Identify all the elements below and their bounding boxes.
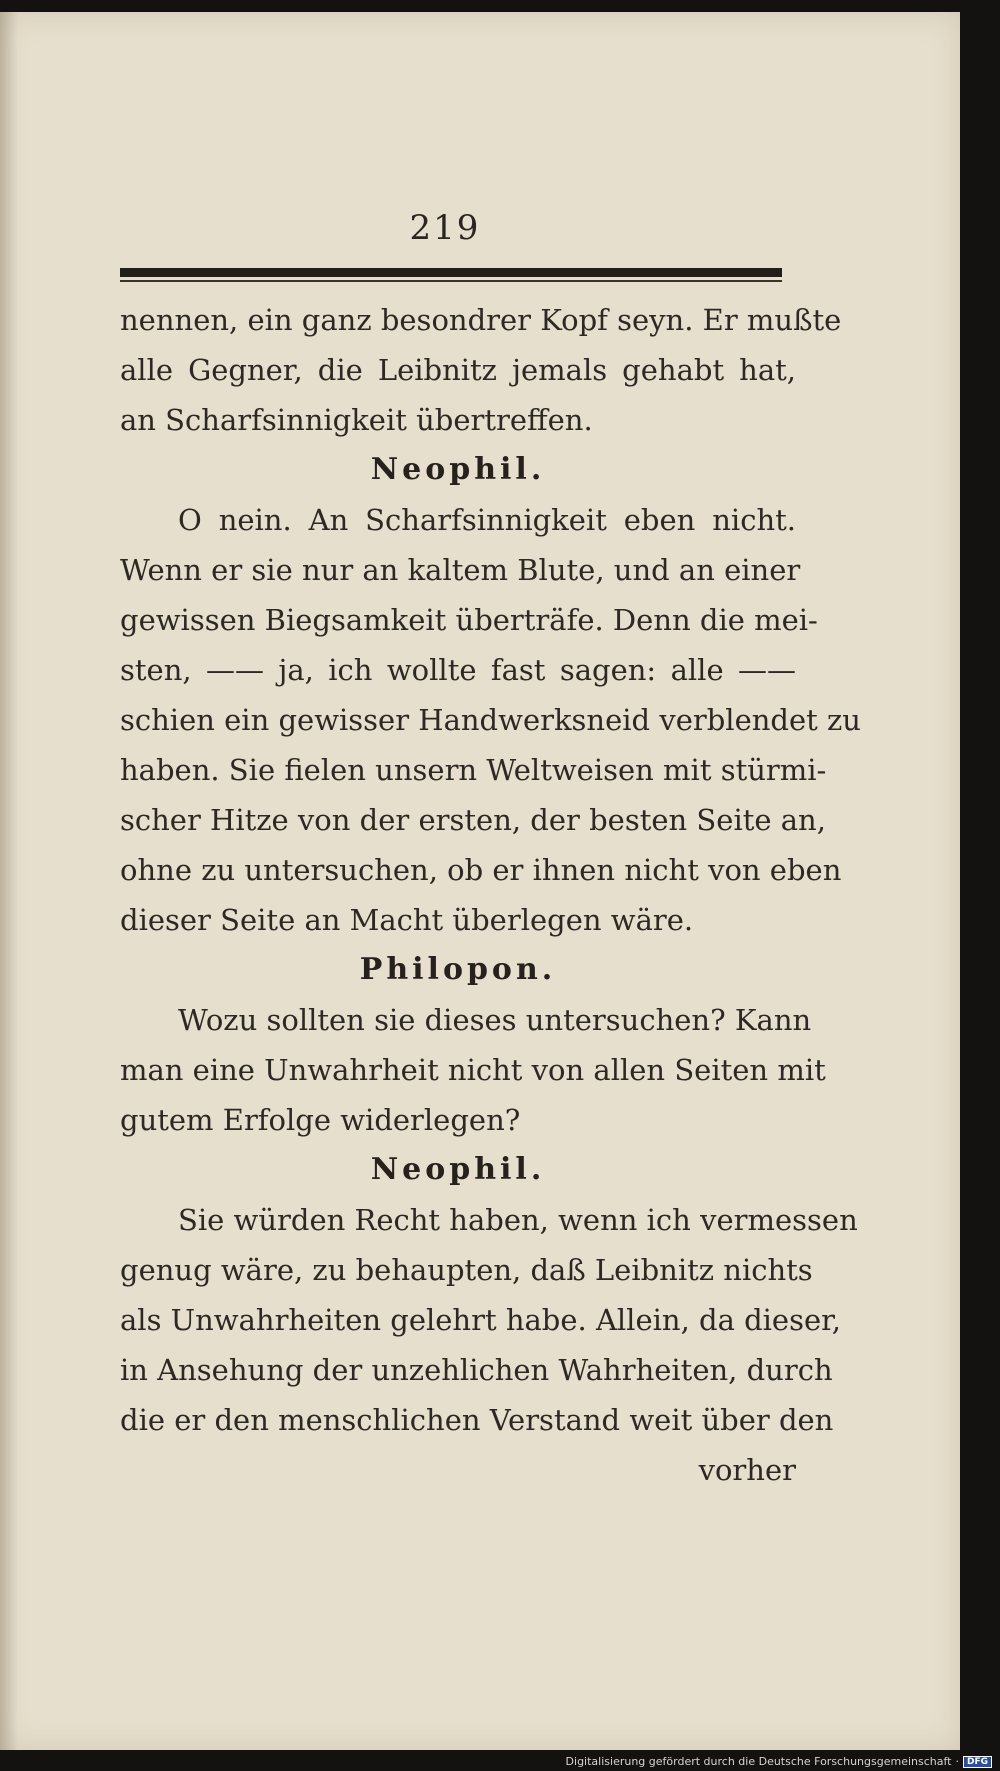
text-line: genug wäre, zu behaupten, daß Leibnitz nichts: [120, 1253, 813, 1287]
credit-text: Digitalisierung gefördert durch die Deutsche Forschungsgemeinschaft: [565, 1755, 952, 1768]
text-line: dieser Seite an Macht überlegen wäre.: [120, 903, 694, 937]
text-line: gutem Erfolge widerlegen?: [120, 1103, 521, 1137]
text-line: Wozu sollten sie dieses untersuchen? Kann: [178, 1003, 812, 1037]
header-rule: [120, 268, 782, 277]
text-line: haben. Sie fielen unsern Weltweisen mit stürmi-: [120, 753, 827, 787]
text-line: man eine Unwahrheit nicht von allen Seiten mit: [120, 1053, 826, 1087]
text-line: sten, —— ja, ich wollte fast sagen: alle ——: [120, 653, 796, 687]
text-line: nennen, ein ganz besondrer Kopf seyn. Er mußte: [120, 303, 842, 337]
text-line: alle Gegner, die Leibnitz jemals gehabt hat,: [120, 353, 796, 387]
text-line: an Scharfsinnigkeit übertreffen.: [120, 403, 593, 437]
body-text: [120, 295, 861, 1495]
dfg-logo: DFG: [963, 1756, 992, 1768]
text-line: Wenn er sie nur an kaltem Blute, und an einer: [120, 553, 801, 587]
text-line: schien ein gewisser Handwerksneid verblendet zu: [120, 703, 861, 737]
speaker-name: Neophil.: [370, 1152, 546, 1187]
speaker-name: Philopon.: [359, 952, 557, 987]
book-page: [0, 12, 960, 1750]
text-line: die er den menschlichen Verstand weit über den: [120, 1403, 834, 1437]
page-number: 219: [409, 208, 481, 248]
text-line: als Unwahrheiten gelehrt habe. Allein, da dieser,: [120, 1303, 842, 1337]
text-line: in Ansehung der unzehlichen Wahrheiten, durch: [120, 1353, 833, 1387]
speaker-name: Neophil.: [370, 452, 546, 487]
binding-shadow: [0, 12, 18, 1750]
text-line: Sie würden Recht haben, wenn ich vermessen: [178, 1203, 858, 1237]
text-line: gewissen Biegsamkeit überträfe. Denn die mei-: [120, 603, 818, 637]
digitization-credit: Digitalisierung gefördert durch die Deutsche Forschungsgemeinschaft · DFG: [566, 1755, 992, 1768]
catchword: vorher: [698, 1453, 796, 1487]
text-line: ohne zu untersuchen, ob er ihnen nicht von eben: [120, 853, 842, 887]
text-line: scher Hitze von der ersten, der besten Seite an,: [120, 803, 826, 837]
text-line: O nein. An Scharfsinnigkeit eben nicht.: [178, 503, 796, 537]
